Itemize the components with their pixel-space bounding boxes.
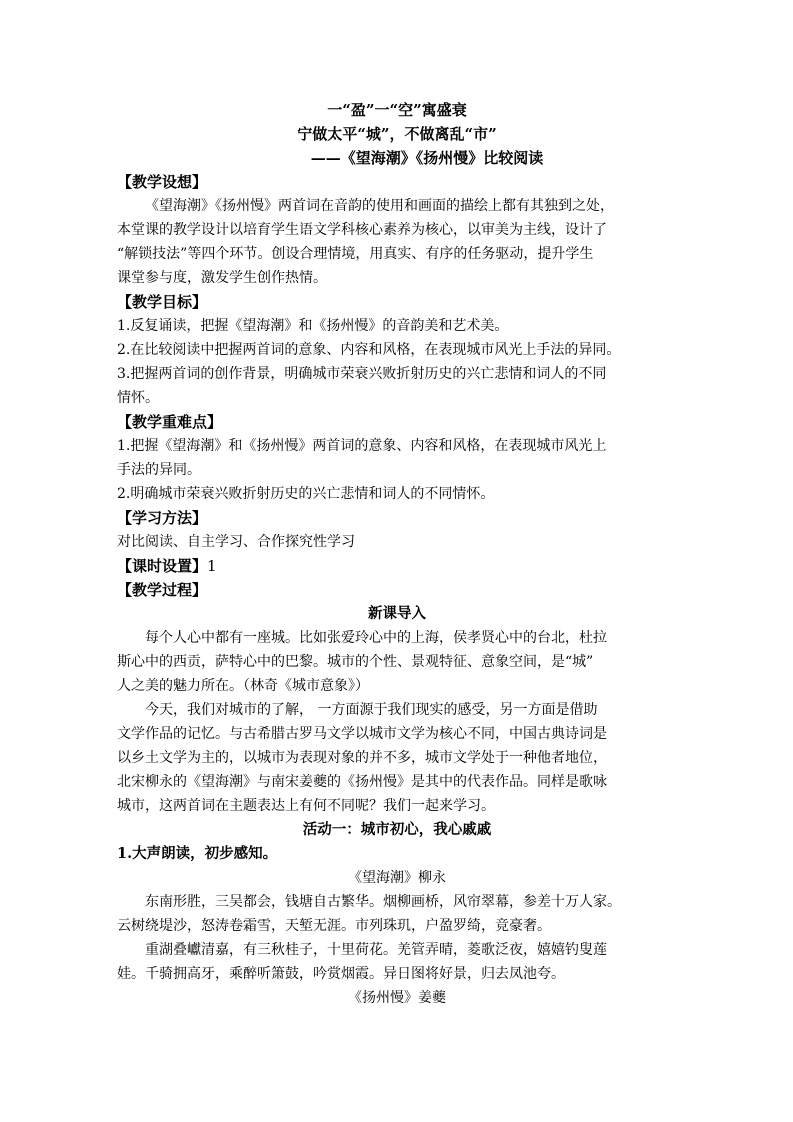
- title-line-1: 一“盈”一“空”寓盛衰: [327, 101, 467, 119]
- title-line-3: ——《望海潮》《扬州慢》比较阅读: [310, 149, 544, 167]
- intro-para2-line-3: 以乡土文学为主的，以城市为表现对象的并不多，城市文学处于一种他者地位，: [117, 750, 607, 766]
- intro-title: 新课导入: [368, 605, 426, 622]
- activity1-title: 活动一：城市初心，我心戚戚: [302, 821, 492, 838]
- keypoints-line-2: 手法的异同。: [117, 462, 201, 478]
- design-line-1: 《望海潮》《扬州慢》两首词在音韵的使用和画面的描绘上都有其独到之处，: [145, 198, 614, 214]
- intro-para1-line-3: 人之美的魅力所在。（林奇《城市意象》）: [117, 678, 369, 694]
- goals-line-3: 3.把握两首词的创作背景，明确城市荣衰兴败折射历史的兴亡悲情和词人的不同: [117, 366, 607, 382]
- process-heading: 【教学过程】: [117, 581, 208, 599]
- title-line-2: 宁做太平“城”，不做离乱“市”: [297, 125, 497, 143]
- intro-para2-line-5: 城市，这两首词在主题表达上有何不同呢？我们一起来学习。: [117, 798, 495, 814]
- design-line-4: 课堂参与度，激发学生创作热情。: [117, 270, 327, 286]
- goals-line-4: 情怀。: [117, 390, 159, 406]
- method-text: 对比阅读、自主学习、合作探究性学习: [117, 534, 355, 550]
- step1-heading: 1.大声朗读，初步感知。: [117, 845, 278, 862]
- keypoints-line-1: 1.把握《望海潮》和《扬州慢》两首词的意象、内容和风格，在表现城市风光上: [117, 438, 607, 454]
- goals-line-1: 1.反复诵读，把握《望海潮》和《扬州慢》的音韵美和艺术美。: [117, 318, 509, 334]
- keypoints-line-3: 2.明确城市荣衰兴败折射历史的兴亡悲情和词人的不同情怀。: [117, 486, 495, 502]
- poem2-title: 《扬州慢》姜夔: [348, 990, 446, 1006]
- poem1-line-3: 重湖叠巘清嘉，有三秋桂子，十里荷花。羌管弄晴，菱歌泛夜，嬉嬉钓叟莲: [145, 942, 607, 958]
- poem1-title: 《望海潮》柳永: [348, 870, 446, 886]
- intro-para2-line-1: 今天，我们对城市的了解， 一方面源于我们现实的感受，另一方面是借助: [145, 702, 598, 718]
- intro-para2-line-2: 文学作品的记忆。与古希腊古罗马文学以城市文学为核心不同，中国古典诗词是: [117, 726, 607, 742]
- design-line-2: 本堂课的教学设计以培育学生语文学科核心素养为核心，以审美为主线，设计了: [117, 222, 607, 238]
- intro-para2-line-4: 北宋柳永的《望海潮》与南宋姜夔的《扬州慢》是其中的代表作品。同样是歌咏: [117, 774, 607, 790]
- hours-heading: 【课时设置】: [117, 557, 208, 575]
- design-line-3: “解锁技法”等四个环节。创设合理情境，用真实、有序的任务驱动，提升学生: [117, 246, 594, 262]
- hours-row: [117, 554, 677, 578]
- poem1-line-1: 东南形胜，三吴都会，钱塘自古繁华。烟柳画桥，风帘翠幕，参差十万人家。: [145, 894, 621, 910]
- goals-heading: 【教学目标】: [117, 293, 208, 311]
- hours-value: 1: [207, 557, 217, 575]
- design-heading: 【教学设想】: [117, 173, 208, 191]
- goals-line-2: 2.在比较阅读中把握两首词的意象、内容和风格，在表现城市风光上手法的异同。: [117, 342, 621, 358]
- document-content: [117, 98, 677, 1010]
- method-heading: 【学习方法】: [117, 509, 208, 527]
- keypoints-heading: 【教学重难点】: [117, 413, 223, 431]
- poem1-line-4: 娃。千骑拥高牙，乘醉听箫鼓，吟赏烟霞。异日图将好景，归去凤池夸。: [117, 966, 565, 982]
- poem1-line-2: 云树绕堤沙，怒涛卷霜雪，天堑无涯。市列珠玑，户盈罗绮，竞豪奢。: [117, 918, 551, 934]
- intro-para1-line-1: 每个人心中都有一座城。比如张爱玲心中的上海，侯孝贤心中的台北，杜拉: [145, 630, 607, 646]
- intro-para1-line-2: 斯心中的西贡，萨特心中的巴黎。城市的个性、景观特征、意象空间，是“城”: [117, 654, 594, 670]
